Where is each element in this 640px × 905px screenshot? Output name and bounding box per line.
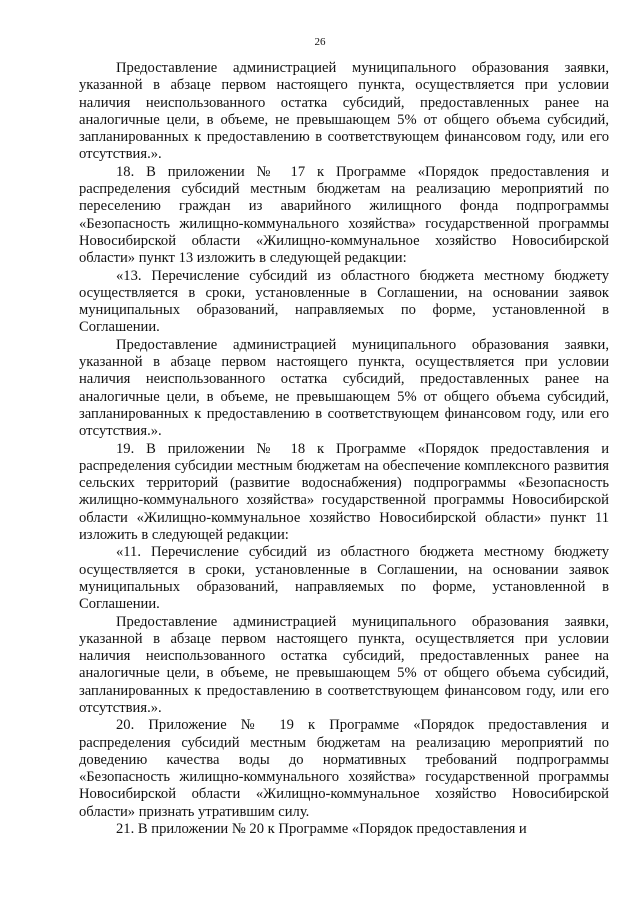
paragraph: «11. Перечисление субсидий из областного бюджета местному бюджету осуществляется в сроки, установленные в Соглашении, на основании заявок муниципальных образований, направляемых по форме, установленной в Соглашении. xyxy=(79,544,609,613)
paragraph: Предоставление администрацией муниципального образования заявки, указанной в абзаце первом настоящего пункта, осуществляется при условии наличия неиспользованного остатка субсидий, предоставленных ранее на аналогичные цели, в объеме, не превышающем 5% от общего объема субсидий, запланированных к предоставлению в соответствующем финансовом году, или его отсутствия.». xyxy=(79,60,609,163)
paragraph: «13. Перечисление субсидий из областного бюджета местному бюджету осуществляется в сроки, установленные в Соглашении, на основании заявок муниципальных образований, направляемых по форме, установленной в Соглашении. xyxy=(79,267,609,336)
page-number: 26 xyxy=(314,36,326,48)
paragraph: 21. В приложении № 20 к Программе «Порядок предоставления и xyxy=(116,821,527,838)
paragraph: 20. Приложение № 19 к Программе «Порядок предоставления и распределения субсидий местным бюджетам на реализацию мероприятий по доведению качества воды до нормативных требований подпрограммы «Безопасность жилищно-коммунального хозяйства» государственной программы Новосибирской области «Жилищно-коммунальное хозяйство Новосибирской области» признать утратившим силу. xyxy=(79,717,609,820)
paragraph: 19. В приложении № 18 к Программе «Порядок предоставления и распределения субсидии местным бюджетам на обеспечение комплексного развития сельских территорий (развитие водоснабжения) подпрограммы «Безопасность жилищно-коммунального хозяйства» государственной программы Новосибирской области «Жилищно-коммунальное хозяйство Новосибирской области» пункт 11 изложить в следующей редакции: xyxy=(79,440,609,544)
document-body xyxy=(79,60,609,838)
paragraph: 18. В приложении № 17 к Программе «Порядок предоставления и распределения субсидий местным бюджетам на реализацию мероприятий по переселению граждан из аварийного жилищного фонда подпрограммы «Безопасность жилищно-коммунального хозяйства» государственной программы Новосибирской области «Жилищно-коммунальное хозяйство Новосибирской области» пункт 13 изложить в следующей редакции: xyxy=(79,163,609,267)
paragraph: Предоставление администрацией муниципального образования заявки, указанной в абзаце первом настоящего пункта, осуществляется при условии наличия неиспользованного остатка субсидий, предоставленных ранее на аналогичные цели, в объеме, не превышающем 5% от общего объема субсидий, запланированных к предоставлению в соответствующем финансовом году, или его отсутствия.». xyxy=(79,613,609,716)
paragraph: Предоставление администрацией муниципального образования заявки, указанной в абзаце первом настоящего пункта, осуществляется при условии наличия неиспользованного остатка субсидий, предоставленных ранее на аналогичные цели, в объеме, не превышающем 5% от общего объема субсидий, запланированных к предоставлению в соответствующем финансовом году, или его отсутствия.». xyxy=(79,336,609,440)
